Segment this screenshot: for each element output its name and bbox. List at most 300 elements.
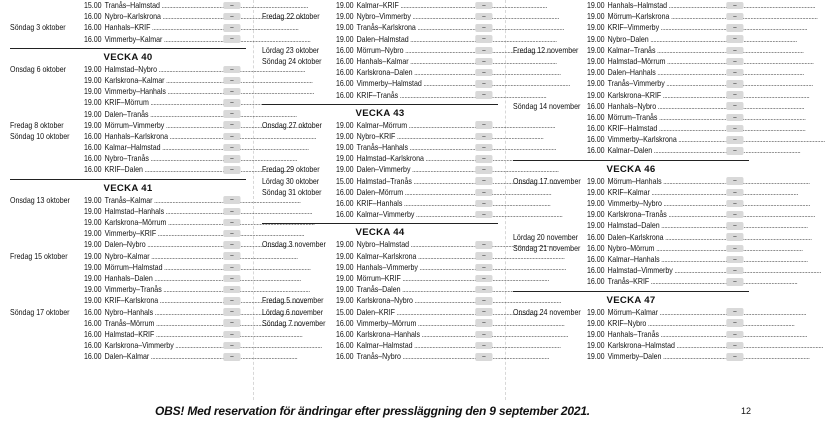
week-heading: VECKA 43 — [262, 104, 498, 119]
match-score: – — [475, 286, 492, 294]
match-time: 16.00 — [83, 352, 102, 362]
match-score: – — [475, 144, 492, 152]
match-time: 16.00 — [335, 187, 354, 197]
match-score: – — [223, 13, 240, 21]
match-teams: Vimmerby–Karlskrona ..... — [608, 134, 722, 145]
match-time: 16.00 — [83, 307, 102, 317]
week-heading: VECKA 41 — [10, 179, 246, 194]
week-heading: VECKA 46 — [513, 160, 749, 175]
match-row — [10, 195, 246, 206]
match-teams: Kalmar–Vimmerby ..... — [357, 209, 471, 220]
match-teams: Halmstad–Nybro ..... — [105, 64, 219, 75]
match-teams: Vimmerby–Dalen ..... — [608, 351, 722, 362]
match-score: – — [475, 80, 492, 88]
match-teams: Karlskrona–Tranås ..... — [608, 209, 722, 220]
match-score: – — [223, 155, 240, 163]
match-teams: Karlskrona–Mörrum ..... — [105, 217, 219, 228]
match-teams: Dalen–Nybro ..... — [105, 239, 219, 250]
match-time: 16.00 — [335, 45, 354, 55]
match-score: – — [726, 125, 743, 133]
match-row — [10, 75, 246, 86]
match-day: Onsdag 17 november — [513, 176, 581, 186]
match-score: – — [223, 241, 240, 249]
match-row — [513, 265, 749, 276]
match-score: – — [475, 121, 492, 129]
match-time: 16.00 — [83, 318, 102, 328]
match-score: – — [726, 102, 743, 110]
match-teams: Dalen–Tranås ..... — [105, 109, 219, 120]
match-time: 19.00 — [335, 154, 354, 164]
match-time: 16.00 — [83, 131, 102, 141]
match-score: – — [475, 319, 492, 327]
match-row — [10, 351, 246, 362]
match-teams: Dalen–KRIF ..... — [357, 307, 471, 318]
match-time: 19.00 — [335, 143, 354, 153]
match-score: – — [223, 66, 240, 74]
match-row — [262, 198, 498, 209]
match-teams: Nybro–Vimmerby ..... — [357, 11, 471, 22]
match-row — [262, 164, 498, 175]
match-time: 19.00 — [586, 307, 605, 317]
match-row — [513, 78, 749, 89]
match-score: – — [223, 319, 240, 327]
match-time: 19.00 — [586, 90, 605, 100]
match-score: – — [475, 35, 492, 43]
match-time: 19.00 — [586, 341, 605, 351]
match-teams: Karlskrona–KRIF ..... — [608, 90, 722, 101]
match-row — [262, 273, 498, 284]
match-teams: Dalen–Karlskrona ..... — [608, 232, 722, 243]
match-row — [513, 209, 749, 220]
match-time: 19.00 — [83, 75, 102, 85]
match-teams: Hanhals–Tranås ..... — [608, 329, 722, 340]
match-score: – — [726, 222, 743, 230]
match-row — [262, 78, 498, 89]
match-score: – — [475, 166, 492, 174]
match-day: Onsdag 13 oktober — [10, 195, 70, 205]
match-score: – — [475, 297, 492, 305]
match-time: 19.00 — [586, 221, 605, 231]
match-time: 19.00 — [586, 318, 605, 328]
match-teams: Nybro–KRIF ..... — [357, 131, 471, 142]
match-teams: Mörrum–Kalmar ..... — [608, 307, 722, 318]
match-score: – — [475, 342, 492, 350]
footer-disclaimer: OBS! Med reservation för ändringar efter pressläggning den 9 september 2021. — [155, 404, 590, 418]
match-score: – — [475, 241, 492, 249]
schedule-column-3 — [513, 0, 749, 362]
match-teams: Kalmar–Tranås ..... — [608, 45, 722, 56]
match-teams: Vimmerby–Nybro ..... — [608, 198, 722, 209]
match-row — [513, 176, 749, 187]
match-score: – — [726, 342, 743, 350]
match-teams: Kalmar–Hanhals ..... — [608, 254, 722, 265]
week-heading: VECKA 47 — [513, 291, 749, 306]
match-time: 16.00 — [335, 68, 354, 78]
match-day: Onsdag 6 oktober — [10, 64, 66, 74]
match-teams: Kalmar–KRIF ..... — [357, 0, 471, 11]
match-teams: Mörrum–KRIF ..... — [357, 273, 471, 284]
match-teams: KRIF–Nybro ..... — [608, 318, 722, 329]
match-row — [10, 307, 246, 318]
match-time: 16.00 — [586, 266, 605, 276]
match-time: 19.00 — [586, 79, 605, 89]
match-teams: Mörrum–Halmstad ..... — [105, 262, 219, 273]
match-row — [262, 239, 498, 250]
match-row — [262, 209, 498, 220]
match-teams: Halmstad–KRIF ..... — [105, 329, 219, 340]
match-teams: Tranås–Nybro ..... — [357, 351, 471, 362]
match-row — [262, 120, 498, 131]
match-day: Söndag 17 oktober — [10, 307, 70, 317]
match-time: 19.00 — [83, 251, 102, 261]
match-row — [513, 220, 749, 231]
match-row — [10, 120, 246, 131]
match-row — [262, 11, 498, 22]
match-row — [513, 134, 749, 145]
match-time: 19.00 — [586, 12, 605, 22]
match-time: 19.00 — [335, 165, 354, 175]
match-score: – — [223, 230, 240, 238]
match-row — [513, 340, 749, 351]
match-score: – — [475, 177, 492, 185]
match-row — [10, 11, 246, 22]
match-row — [262, 34, 498, 45]
match-time: 16.00 — [335, 56, 354, 66]
match-teams: Tranås–Halmstad ..... — [105, 0, 219, 11]
schedule-column-1 — [10, 0, 246, 362]
match-row — [513, 232, 749, 243]
match-score: – — [223, 208, 240, 216]
match-score: – — [475, 252, 492, 260]
match-teams: KRIF–Hanhals ..... — [357, 198, 471, 209]
match-teams: Kalmar–Mörrum ..... — [357, 120, 471, 131]
match-time: 16.00 — [335, 79, 354, 89]
match-row — [262, 0, 498, 11]
match-score: – — [223, 2, 240, 10]
match-day: Fredag 8 oktober — [10, 120, 64, 130]
match-teams: Hanhals–Vimmerby ..... — [357, 262, 471, 273]
match-teams: Tranås–Vimmerby ..... — [608, 78, 722, 89]
match-row — [513, 101, 749, 112]
match-time: 15.00 — [83, 1, 102, 10]
match-score: – — [726, 267, 743, 275]
match-score: – — [475, 308, 492, 316]
match-time: 19.00 — [83, 285, 102, 295]
match-time: 19.00 — [83, 87, 102, 97]
match-day: Onsdag 27 oktober — [262, 120, 322, 130]
match-row — [10, 273, 246, 284]
match-row — [262, 56, 498, 67]
match-score: – — [726, 2, 743, 10]
match-score: – — [726, 189, 743, 197]
match-row — [513, 145, 749, 156]
match-score: – — [223, 24, 240, 32]
match-score: – — [223, 286, 240, 294]
match-teams: Kalmar–Halmstad ..... — [357, 340, 471, 351]
match-teams: Nybro–Mörrum ..... — [608, 243, 722, 254]
match-time: 19.00 — [586, 23, 605, 33]
match-row — [262, 318, 498, 329]
match-teams: Dalen–Vimmerby ..... — [357, 164, 471, 175]
match-teams: Dalen–Kalmar ..... — [105, 351, 219, 362]
match-row — [10, 318, 246, 329]
match-row — [262, 262, 498, 273]
match-time: 16.00 — [586, 135, 605, 145]
match-row — [262, 284, 498, 295]
match-row — [10, 228, 246, 239]
match-time: 16.00 — [83, 23, 102, 33]
match-row — [262, 142, 498, 153]
match-teams: Vimmerby–Hanhals ..... — [105, 86, 219, 97]
match-time: 19.00 — [335, 131, 354, 141]
match-teams: Mörrum–Tranås ..... — [608, 112, 722, 123]
match-row — [262, 340, 498, 351]
match-row — [513, 112, 749, 123]
match-row — [10, 340, 246, 351]
match-teams: Nybro–Hanhals ..... — [105, 307, 219, 318]
match-score: – — [726, 308, 743, 316]
match-score: – — [475, 155, 492, 163]
match-time: 16.00 — [335, 199, 354, 208]
match-teams: Dalen–Halmstad ..... — [357, 34, 471, 45]
match-time: 19.00 — [586, 199, 605, 208]
match-time: 16.00 — [335, 329, 354, 339]
match-time: 19.00 — [83, 120, 102, 130]
match-score: – — [475, 331, 492, 339]
match-time: 16.00 — [335, 210, 354, 220]
match-time: 15.00 — [335, 307, 354, 317]
match-time: 16.00 — [586, 243, 605, 253]
match-score: – — [475, 58, 492, 66]
match-score: – — [726, 278, 743, 286]
match-time: 16.00 — [83, 165, 102, 175]
match-score: – — [475, 353, 492, 361]
match-score: – — [223, 275, 240, 283]
match-teams: Vimmerby–Kalmar ..... — [105, 34, 219, 45]
match-teams: Mörrum–Vimmerby ..... — [105, 120, 219, 131]
match-day: Söndag 3 oktober — [10, 23, 66, 33]
match-row — [10, 239, 246, 250]
match-row — [262, 295, 498, 306]
match-day: Lördag 20 november — [513, 232, 578, 242]
match-day: Onsdag 3 november — [262, 240, 326, 250]
match-day: Onsdag 24 november — [513, 307, 581, 317]
match-row — [262, 45, 498, 56]
match-score: – — [223, 308, 240, 316]
match-score: – — [475, 91, 492, 99]
match-time: 16.00 — [586, 232, 605, 242]
match-time: 19.00 — [83, 64, 102, 74]
match-score: – — [726, 200, 743, 208]
match-row — [10, 164, 246, 175]
match-row — [10, 22, 246, 33]
match-score: – — [726, 233, 743, 241]
match-row — [262, 329, 498, 340]
match-row — [262, 67, 498, 78]
match-time: 19.00 — [586, 45, 605, 55]
match-time: 19.00 — [586, 187, 605, 197]
match-score: – — [726, 331, 743, 339]
match-row — [513, 11, 749, 22]
match-score: – — [223, 342, 240, 350]
match-day: Söndag 14 november — [513, 101, 581, 111]
match-row — [10, 251, 246, 262]
match-row — [262, 176, 498, 187]
match-time: 19.00 — [335, 240, 354, 250]
match-time: 19.00 — [335, 23, 354, 33]
match-teams: Tranås–Dalen ..... — [357, 284, 471, 295]
match-score: – — [475, 189, 492, 197]
match-score: – — [726, 177, 743, 185]
match-day: Lördag 23 oktober — [262, 45, 320, 55]
match-score: – — [223, 252, 240, 260]
match-teams: Hanhals–KRIF ..... — [105, 22, 219, 33]
match-score: – — [475, 211, 492, 219]
match-teams: Vimmerby–KRIF ..... — [105, 228, 219, 239]
match-score: – — [223, 331, 240, 339]
match-teams: Hanhals–Kalmar ..... — [357, 56, 471, 67]
match-time: 19.00 — [586, 210, 605, 220]
match-row — [10, 109, 246, 120]
match-score: – — [223, 144, 240, 152]
match-teams: Tranås–Hanhals ..... — [357, 142, 471, 153]
match-time: 16.00 — [335, 352, 354, 362]
match-teams: Kalmar–Dalen ..... — [608, 145, 722, 156]
match-score: – — [223, 297, 240, 305]
match-teams: Vimmerby–Tranås ..... — [105, 284, 219, 295]
match-day: Lördag 6 november — [262, 307, 324, 317]
match-score: – — [475, 24, 492, 32]
match-time: 19.00 — [83, 206, 102, 216]
match-row — [262, 351, 498, 362]
match-score: – — [223, 166, 240, 174]
match-row — [10, 329, 246, 340]
match-teams: Karlskrona–Dalen ..... — [357, 67, 471, 78]
match-score: – — [223, 133, 240, 141]
match-score: – — [726, 47, 743, 55]
match-teams: KRIF–Dalen ..... — [105, 164, 219, 175]
match-score: – — [223, 110, 240, 118]
match-teams: Halmstad–Karlskrona ..... — [357, 153, 471, 164]
match-row — [513, 307, 749, 318]
match-row — [10, 131, 246, 142]
match-row — [10, 284, 246, 295]
match-time: 16.00 — [83, 341, 102, 351]
match-row — [10, 295, 246, 306]
match-score: – — [726, 136, 743, 144]
match-teams: Hanhals–Halmstad ..... — [608, 0, 722, 11]
match-teams: Mörrum–Hanhals ..... — [608, 176, 722, 187]
match-teams: Karlskrona–Halmstad ..... — [608, 340, 722, 351]
match-time: 19.00 — [83, 218, 102, 227]
match-time: 19.00 — [335, 251, 354, 261]
match-row — [513, 254, 749, 265]
match-score: – — [223, 196, 240, 204]
match-teams: Halmstad–Vimmerby ..... — [608, 265, 722, 276]
match-time: 16.00 — [586, 112, 605, 122]
match-day: Lördag 30 oktober — [262, 176, 320, 186]
match-time: 16.00 — [335, 90, 354, 100]
match-day: Söndag 7 november — [262, 318, 326, 328]
match-time: 19.00 — [335, 34, 354, 44]
match-score: – — [223, 88, 240, 96]
match-teams: Mörrum–Nybro ..... — [357, 45, 471, 56]
schedule-column-2 — [262, 0, 498, 362]
match-row — [262, 153, 498, 164]
match-score: – — [223, 77, 240, 85]
match-day: Fredag 12 november — [513, 45, 579, 55]
match-time: 19.00 — [586, 352, 605, 362]
match-time: 19.00 — [335, 285, 354, 295]
match-time: 19.00 — [83, 98, 102, 108]
match-teams: Kalmar–Halmstad ..... — [105, 142, 219, 153]
match-time: 16.00 — [83, 154, 102, 164]
match-teams: Vimmerby–Mörrum ..... — [357, 318, 471, 329]
match-time: 19.00 — [83, 296, 102, 306]
match-row — [10, 97, 246, 108]
match-teams: Tranås–Kalmar ..... — [105, 195, 219, 206]
match-teams: Kalmar–Karlskrona ..... — [357, 251, 471, 262]
match-row — [262, 90, 498, 101]
match-time: 19.00 — [586, 176, 605, 186]
match-row — [10, 153, 246, 164]
match-teams: Halmstad–Tranås ..... — [357, 176, 471, 187]
match-row — [513, 56, 749, 67]
match-day: Söndag 31 oktober — [262, 187, 322, 197]
match-score: – — [223, 121, 240, 129]
match-row — [513, 243, 749, 254]
match-teams: Nybro–Kalmar ..... — [105, 251, 219, 262]
match-teams: Dalen–Hanhals ..... — [608, 67, 722, 78]
match-day: Fredag 29 oktober — [262, 165, 320, 175]
match-score: – — [726, 211, 743, 219]
match-score: – — [475, 13, 492, 21]
match-time: 19.00 — [83, 262, 102, 272]
match-row — [513, 67, 749, 78]
match-row — [10, 0, 246, 11]
match-row — [262, 131, 498, 142]
match-score: – — [726, 58, 743, 66]
match-time: 19.00 — [83, 273, 102, 283]
match-row — [10, 217, 246, 228]
match-score: – — [223, 353, 240, 361]
match-teams: KRIF–Halmstad ..... — [608, 123, 722, 134]
match-teams: Nybro–Halmstad ..... — [357, 239, 471, 250]
match-score: – — [726, 69, 743, 77]
match-time: 16.00 — [83, 329, 102, 339]
match-teams: KRIF–Tranås ..... — [357, 90, 471, 101]
match-score: – — [726, 114, 743, 122]
match-row — [513, 90, 749, 101]
match-teams: Karlskrona–Kalmar ..... — [105, 75, 219, 86]
match-row — [513, 34, 749, 45]
match-time: 19.00 — [586, 1, 605, 10]
match-day: Söndag 21 november — [513, 243, 581, 253]
match-row — [10, 262, 246, 273]
match-teams: Mörrum–Karlskrona ..... — [608, 11, 722, 22]
match-row — [513, 123, 749, 134]
match-row — [262, 187, 498, 198]
match-row — [513, 329, 749, 340]
match-score: – — [475, 133, 492, 141]
match-time: 16.00 — [335, 318, 354, 328]
match-score: – — [726, 353, 743, 361]
match-time: 19.00 — [335, 120, 354, 130]
match-teams: Nybro–Dalen ..... — [608, 34, 722, 45]
match-teams: Vimmerby–Halmstad ..... — [357, 78, 471, 89]
match-row — [513, 22, 749, 33]
week-heading: VECKA 40 — [10, 48, 246, 63]
